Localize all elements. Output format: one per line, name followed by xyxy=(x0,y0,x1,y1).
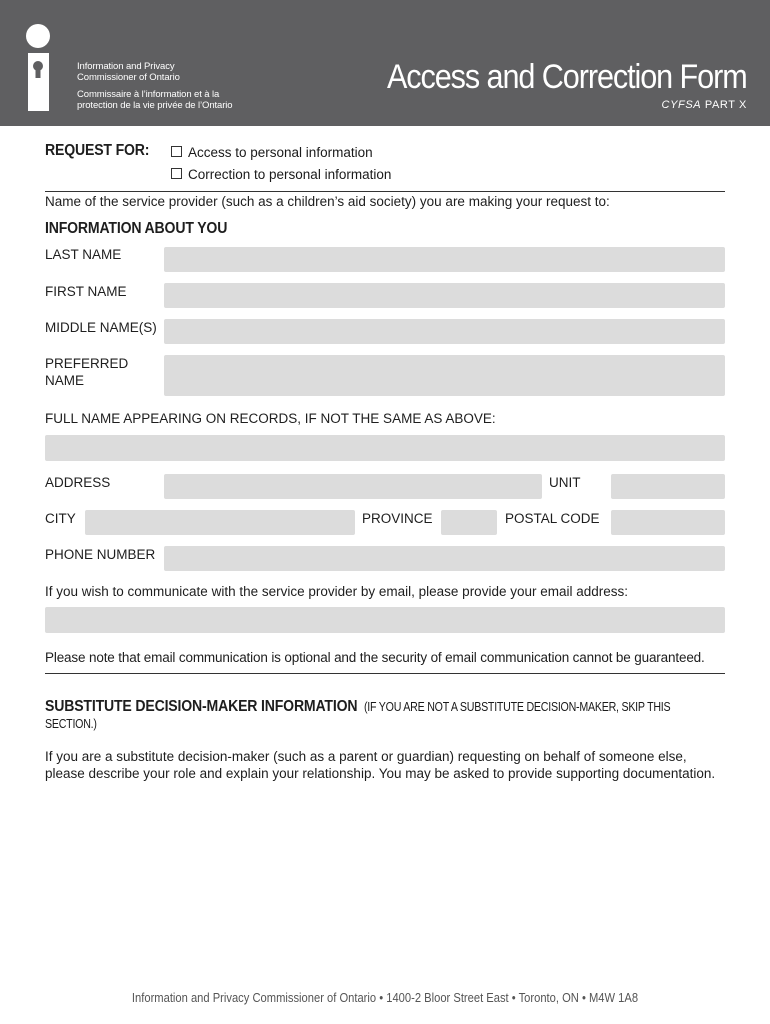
org-name-french: Commissaire à l’information et à la protection de la vie privée de l’Ontario xyxy=(77,89,233,111)
city-field[interactable] xyxy=(85,510,355,535)
address-field[interactable] xyxy=(164,474,542,499)
information-about-you-heading: INFORMATION ABOUT YOU xyxy=(45,220,228,237)
correction-checkbox[interactable] xyxy=(171,168,182,179)
service-provider-prompt: Name of the service provider (such as a children’s aid society) you are making your request to: xyxy=(45,194,610,209)
org-name-english: Information and Privacy Commissioner of Ontario xyxy=(77,61,180,83)
unit-label: UNIT xyxy=(549,475,581,490)
access-option-label: Access to personal information xyxy=(188,145,373,160)
sdm-skip-note: (IF YOU ARE NOT A SUBSTITUTE DECISION-MAKER, SKIP THIS xyxy=(364,699,671,714)
last-name-field[interactable] xyxy=(164,247,725,272)
province-label: PROVINCE xyxy=(362,511,433,526)
city-label: CITY xyxy=(45,511,76,526)
full-name-on-records-label: FULL NAME APPEARING ON RECORDS, IF NOT THE SAME AS ABOVE: xyxy=(45,411,496,426)
access-option[interactable] xyxy=(171,145,373,160)
first-name-label: FIRST NAME xyxy=(45,284,127,299)
footer-address: Information and Privacy Commissioner of Ontario • 1400-2 Bloor Street East • Toronto, ON • M4W 1A8 xyxy=(131,990,639,1005)
first-name-field[interactable] xyxy=(164,283,725,308)
phone-number-field[interactable] xyxy=(164,546,725,571)
sdm-description: If you are a substitute decision-maker (such as a parent or guardian) requesting on behalf of someone else, please describe your role and explain your relationship. You may be asked to provide supporting documentation. xyxy=(45,749,716,781)
preferred-name-label: PREFERRED NAME xyxy=(45,356,129,388)
unit-field[interactable] xyxy=(611,474,725,499)
email-security-note: Please note that email communication is optional and the security of email communication cannot be guaranteed. xyxy=(45,650,705,665)
form-subtitle: CYFSA PART X xyxy=(661,99,747,111)
email-prompt: If you wish to communicate with the service provider by email, please provide your email address: xyxy=(45,584,629,599)
form-title: Access and Correction Form xyxy=(387,58,747,96)
last-name-label: LAST NAME xyxy=(45,247,122,262)
request-for-label: REQUEST FOR: xyxy=(45,142,150,159)
province-field[interactable] xyxy=(441,510,497,535)
postal-code-label: POSTAL CODE xyxy=(505,511,600,526)
form-header xyxy=(0,0,770,126)
sdm-heading-block xyxy=(45,698,735,731)
preferred-name-field[interactable] xyxy=(164,355,725,396)
correction-option[interactable] xyxy=(171,167,391,182)
divider xyxy=(45,191,725,192)
ipc-logo-icon xyxy=(22,24,54,112)
divider xyxy=(45,673,725,674)
access-checkbox[interactable] xyxy=(171,146,182,157)
correction-option-label: Correction to personal information xyxy=(188,167,392,182)
sdm-skip-note-cont: SECTION.) xyxy=(45,716,97,731)
postal-code-field[interactable] xyxy=(611,510,725,535)
phone-number-label: PHONE NUMBER xyxy=(45,547,156,562)
sdm-heading: SUBSTITUTE DECISION-MAKER INFORMATION xyxy=(45,698,358,715)
middle-names-field[interactable] xyxy=(164,319,725,344)
email-field[interactable] xyxy=(45,607,725,633)
full-name-on-records-field[interactable] xyxy=(45,435,725,461)
address-label: ADDRESS xyxy=(45,475,111,490)
middle-names-label: MIDDLE NAME(S) xyxy=(45,320,157,335)
